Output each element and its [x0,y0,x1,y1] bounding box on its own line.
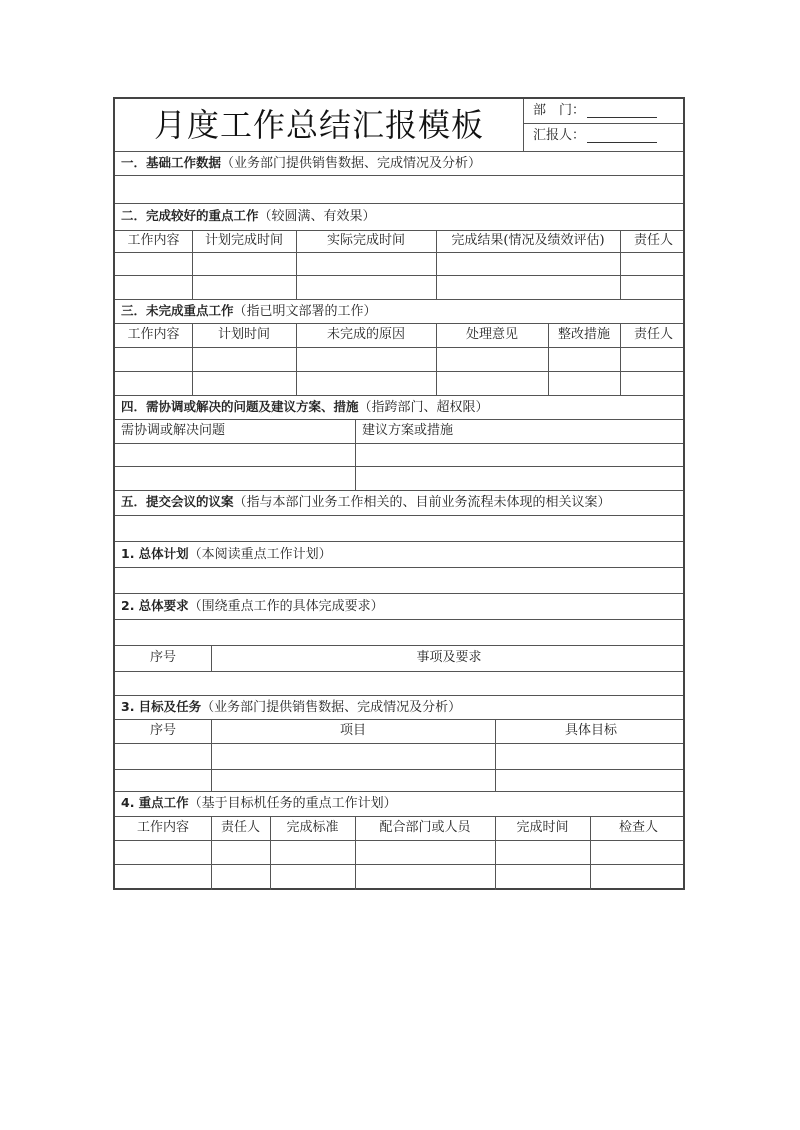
table-header-cell: 整改措施 [557,327,610,342]
plan-1-heading: 1. 总体计划（本阅读重点工作计划） [121,546,332,562]
department-blank[interactable] [587,104,657,118]
table-header-cell: 责任人 [220,820,260,835]
department-field[interactable] [533,101,657,121]
table-header-cell: 需协调或解决问题 [121,423,226,438]
reporter-label: 汇报人： [533,128,586,143]
plan-2-heading: 2. 总体要求（围绕重点工作的具体完成要求） [121,598,384,614]
section-5-heading: 五．提交会议的议案（指与本部门业务工作相关的、目前业务流程未体现的相关议案） [121,494,611,510]
table-header-cell: 实际完成时间 [326,233,405,248]
table-header-cell: 检查人 [618,820,658,835]
reporter-blank[interactable] [587,129,657,143]
table-header-cell: 计划时间 [217,327,270,342]
table-header-cell: 处理意见 [465,327,518,342]
table-header-cell: 序号 [149,723,176,738]
table-header-cell: 完成结果(情况及绩效评估) [451,233,605,248]
plan-3-heading: 3. 目标及任务（业务部门提供销售数据、完成情况及分析） [121,699,462,715]
table-header-cell: 未完成的原因 [326,327,405,342]
section-3-heading: 三．未完成重点工作（指已明文部署的工作） [121,303,377,319]
table-header-cell: 工作内容 [136,820,189,835]
plan-4-heading: 4. 重点工作（基于目标机任务的重点工作计划） [121,795,397,811]
table-header-cell: 工作内容 [127,233,180,248]
table-header-cell: 项目 [339,723,366,738]
table-header-cell: 事项及要求 [416,650,482,665]
section-2-heading: 二．完成较好的重点工作（较圆满、有效果） [121,208,376,224]
table-header-cell: 完成时间 [516,820,569,835]
table-header-cell: 完成标准 [286,820,339,835]
section-1-heading: 一．基础工作数据（业务部门提供销售数据、完成情况及分析） [121,155,482,171]
table-header-cell: 具体目标 [564,723,617,738]
section-4-heading: 四．需协调或解决的问题及建议方案、措施（指跨部门、超权限） [121,399,489,415]
table-header-cell: 序号 [149,650,176,665]
table-header-cell: 计划完成时间 [204,233,283,248]
table-header-cell: 责任人 [633,327,673,342]
table-header-cell: 工作内容 [127,327,180,342]
report-form [113,97,685,890]
table-header-cell: 责任人 [633,233,673,248]
table-header-cell: 配合部门或人员 [379,820,471,835]
page-title: 月度工作总结汇报模板 [153,106,484,144]
table-header-cell: 建议方案或措施 [362,423,454,438]
department-label: 部 门： [533,103,586,118]
reporter-field[interactable] [533,126,657,146]
